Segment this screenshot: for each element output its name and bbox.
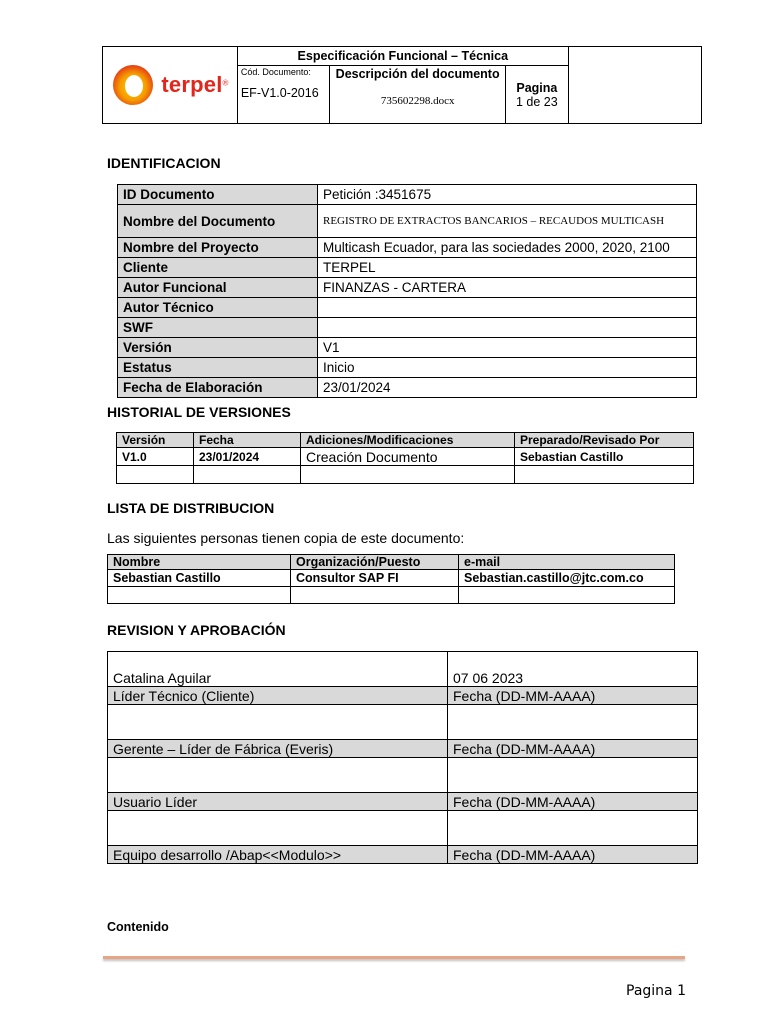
ident-row [118, 378, 697, 398]
approval-name-row [108, 705, 698, 740]
ident-row [118, 298, 697, 318]
page-label: Pagina [516, 80, 558, 95]
cell-email: Sebastian.castillo@jtc.com.co [459, 570, 675, 587]
ident-row [118, 238, 697, 258]
approval-role-row [108, 687, 698, 705]
approver-role: Usuario Líder [108, 793, 448, 811]
approval-name-row [108, 811, 698, 846]
approval-role-row [108, 793, 698, 811]
ident-row [118, 205, 697, 238]
approver-role: Líder Técnico (Cliente) [108, 687, 448, 705]
terpel-logo [106, 47, 234, 123]
logo-cell [103, 47, 238, 124]
approval-date-label: Fecha (DD-MM-AAAA) [448, 687, 698, 705]
historial-title: HISTORIAL DE VERSIONES [107, 404, 291, 420]
cell-fecha: 23/01/2024 [194, 448, 301, 466]
distribucion-title: LISTA DE DISTRIBUCION [107, 500, 275, 516]
col-preparado: Preparado/Revisado Por [515, 433, 694, 448]
logo-registered-mark: ® [222, 78, 229, 88]
ident-key: Fecha de Elaboración [118, 378, 318, 398]
spec-title: Especificación Funcional – Técnica [237, 47, 568, 66]
cell-organizacion: Consultor SAP FI [291, 570, 459, 587]
col-version: Versión [117, 433, 194, 448]
cod-documento-cell [237, 66, 329, 124]
contenido-title: Contenido [107, 920, 169, 934]
approval-role-row [108, 740, 698, 758]
ident-key: Autor Funcional [118, 278, 318, 298]
approver-role: Equipo desarrollo /Abap<<Modulo>> [108, 846, 448, 864]
approval-date: 07 06 2023 [448, 652, 698, 687]
descripcion-cell [330, 66, 506, 124]
ident-row [118, 185, 697, 205]
approval-name-row [108, 758, 698, 793]
pagina-cell [505, 66, 568, 124]
distribucion-header-row [108, 555, 675, 570]
approval-date-label: Fecha (DD-MM-AAAA) [448, 793, 698, 811]
ident-value: Petición :3451675 [318, 185, 697, 205]
ident-key: ID Documento [118, 185, 318, 205]
approval-date [448, 811, 698, 846]
ident-value-text: REGISTRO DE EXTRACTOS BANCARIOS – RECAUDOS MULTICASH [323, 215, 665, 227]
footer-page-number: Pagina 1 [626, 983, 686, 999]
identificacion-title: IDENTIFICACION [107, 155, 221, 171]
ident-value: Multicash Ecuador, para las sociedades 2000, 2020, 2100 [318, 238, 697, 258]
ident-value: FINANZAS - CARTERA [318, 278, 697, 298]
historial-table [116, 432, 694, 484]
cell-preparado: Sebastian Castillo [515, 448, 694, 466]
footer-divider [103, 956, 685, 959]
terpel-ring-icon [111, 63, 155, 107]
desc-value: 735602298.docx [380, 95, 455, 107]
approver-role: Gerente – Líder de Fábrica (Everis) [108, 740, 448, 758]
cod-label: Cód. Documento: [240, 67, 311, 77]
cod-value: EF-V1.0-2016 [240, 86, 319, 100]
page-value: 1 de 23 [516, 94, 558, 109]
approval-date [448, 758, 698, 793]
ident-value [318, 318, 697, 338]
table-row-empty [108, 587, 675, 604]
col-adiciones: Adiciones/Modificaciones [301, 433, 515, 448]
ident-value [318, 298, 697, 318]
col-fecha: Fecha [194, 433, 301, 448]
approval-date-label: Fecha (DD-MM-AAAA) [448, 846, 698, 864]
table-row-empty [117, 466, 694, 484]
approval-name-row [108, 652, 698, 687]
ident-value: TERPEL [318, 258, 697, 278]
cell-version: V1.0 [117, 448, 194, 466]
col-email: e-mail [459, 555, 675, 570]
ident-key: SWF [118, 318, 318, 338]
ident-row [118, 258, 697, 278]
cell-adiciones: Creación Documento [301, 448, 515, 466]
approval-role-row [108, 846, 698, 864]
ident-key: Cliente [118, 258, 318, 278]
distribucion-intro: Las siguientes personas tienen copia de este documento: [107, 530, 465, 546]
approver-name [108, 705, 448, 740]
approver-name: Catalina Aguilar [108, 652, 448, 687]
col-nombre: Nombre [108, 555, 291, 570]
approval-date [448, 705, 698, 740]
document-header [102, 46, 702, 124]
ident-value: 23/01/2024 [318, 378, 697, 398]
header-empty-cell [568, 47, 701, 124]
identificacion-table [117, 184, 697, 398]
ident-key: Versión [118, 338, 318, 358]
table-row [117, 448, 694, 466]
ident-key: Nombre del Proyecto [118, 238, 318, 258]
distribucion-table [107, 554, 675, 604]
ident-key: Estatus [118, 358, 318, 378]
revision-table [107, 651, 698, 864]
ident-row [118, 278, 697, 298]
ident-row [118, 358, 697, 378]
revision-title: REVISION Y APROBACIÓN [107, 622, 286, 638]
approver-name [108, 758, 448, 793]
col-organizacion: Organización/Puesto [291, 555, 459, 570]
logo-wordmark: terpel [161, 72, 223, 97]
cell-nombre: Sebastian Castillo [108, 570, 291, 587]
desc-label: Descripción del documento [335, 67, 500, 81]
ident-value [318, 205, 697, 238]
approver-name [108, 811, 448, 846]
ident-row [118, 318, 697, 338]
approval-date-label: Fecha (DD-MM-AAAA) [448, 740, 698, 758]
ident-value: Inicio [318, 358, 697, 378]
ident-value: V1 [318, 338, 697, 358]
ident-key: Autor Técnico [118, 298, 318, 318]
ident-key: Nombre del Documento [118, 205, 318, 238]
ident-row [118, 338, 697, 358]
historial-header-row [117, 433, 694, 448]
table-row [108, 570, 675, 587]
